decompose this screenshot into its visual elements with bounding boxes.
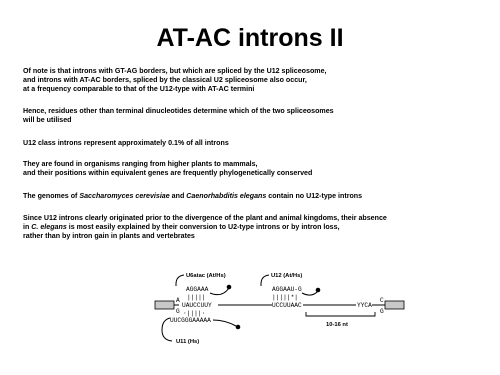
exon-left-top-base: A: [176, 297, 180, 304]
u12-pairing: |||||*|: [272, 294, 298, 301]
text-line: Hence, residues other than terminal dinucleotides determine which of the two spliceosomes: [23, 107, 334, 115]
u6atac-label: U6atac (At/Hs): [186, 273, 226, 279]
slide-title: AT-AC introns II: [156, 24, 344, 52]
text-line: will be utilised: [23, 116, 72, 125]
u11-tail: [213, 320, 236, 326]
u12-sequence: AGGAAU-G: [272, 286, 302, 293]
text-fragment: and: [169, 192, 187, 200]
distance-bracket: [306, 312, 375, 316]
u12-tail: [302, 291, 318, 295]
distance-label: 10-16 nt: [326, 322, 348, 328]
species-name: C. elegans: [31, 223, 67, 232]
u11-label: U11 (Hs): [176, 339, 200, 345]
text-line: They are found in organisms ranging from higher plants to mammals,: [23, 160, 258, 168]
u6atac-connector: [176, 275, 184, 286]
intron-5ss-sequence: UAUCCUUY: [182, 302, 212, 309]
species-name: Caenorhabditis elegans: [186, 192, 267, 200]
text-line: rather than by intron gain in plants and vertebrates: [23, 232, 195, 241]
u12-cap: [316, 288, 321, 293]
u11-cap: [236, 325, 241, 330]
exon-left-bottom-base: G: [176, 308, 180, 315]
text-line: Since U12 introns clearly originated prior to the divergence of the plant and animal kingdoms, their absence: [23, 214, 387, 222]
text-line: Of note is that introns with GT-AG borders, but which are spliced by the U12 spliceosome,: [23, 67, 327, 75]
u12-label: U12 (At/Hs): [271, 273, 303, 279]
intron-branchpoint-sequence: UCCUUAAC: [272, 302, 302, 309]
u6atac-tail: [210, 288, 229, 295]
text-fragment: in: [23, 223, 32, 232]
u11-sequence: UUCGGGAAAAA: [170, 317, 211, 324]
text-line: and introns with AT-AC borders, spliced by the classical U2 spliceosome also occur,: [23, 76, 307, 85]
text-fragment: is most easily explained by their conversion to U2-type introns or by intron loss,: [66, 223, 340, 232]
exon-right-bottom-base: G: [380, 308, 384, 315]
species-name: Saccharomyces cerevisiae: [79, 192, 170, 200]
text-fragment: contain no U12-type introns: [266, 192, 363, 200]
u6atac-sequence: AGGAAA: [186, 286, 209, 293]
text-line: at a frequency comparable to that of the U12-type with AT-AC termini: [23, 85, 255, 94]
intron-3ss-sequence: YYCA: [357, 302, 372, 309]
exon-right: [385, 301, 404, 309]
u6atac-pairing: |||||: [187, 294, 206, 301]
text-line: and their positions within equivalent genes are frequently phylogenetically conserved: [23, 169, 313, 178]
text-fragment: The genomes of: [23, 192, 80, 200]
u11-pairing: ·||||·: [183, 310, 206, 317]
u6atac-cap: [227, 285, 232, 290]
text-line: U12 class introns represent approximately 0.1% of all introns: [23, 139, 229, 147]
exon-left: [155, 301, 174, 309]
exon-right-top-base: C: [380, 297, 384, 304]
u12-connector: [261, 275, 269, 286]
